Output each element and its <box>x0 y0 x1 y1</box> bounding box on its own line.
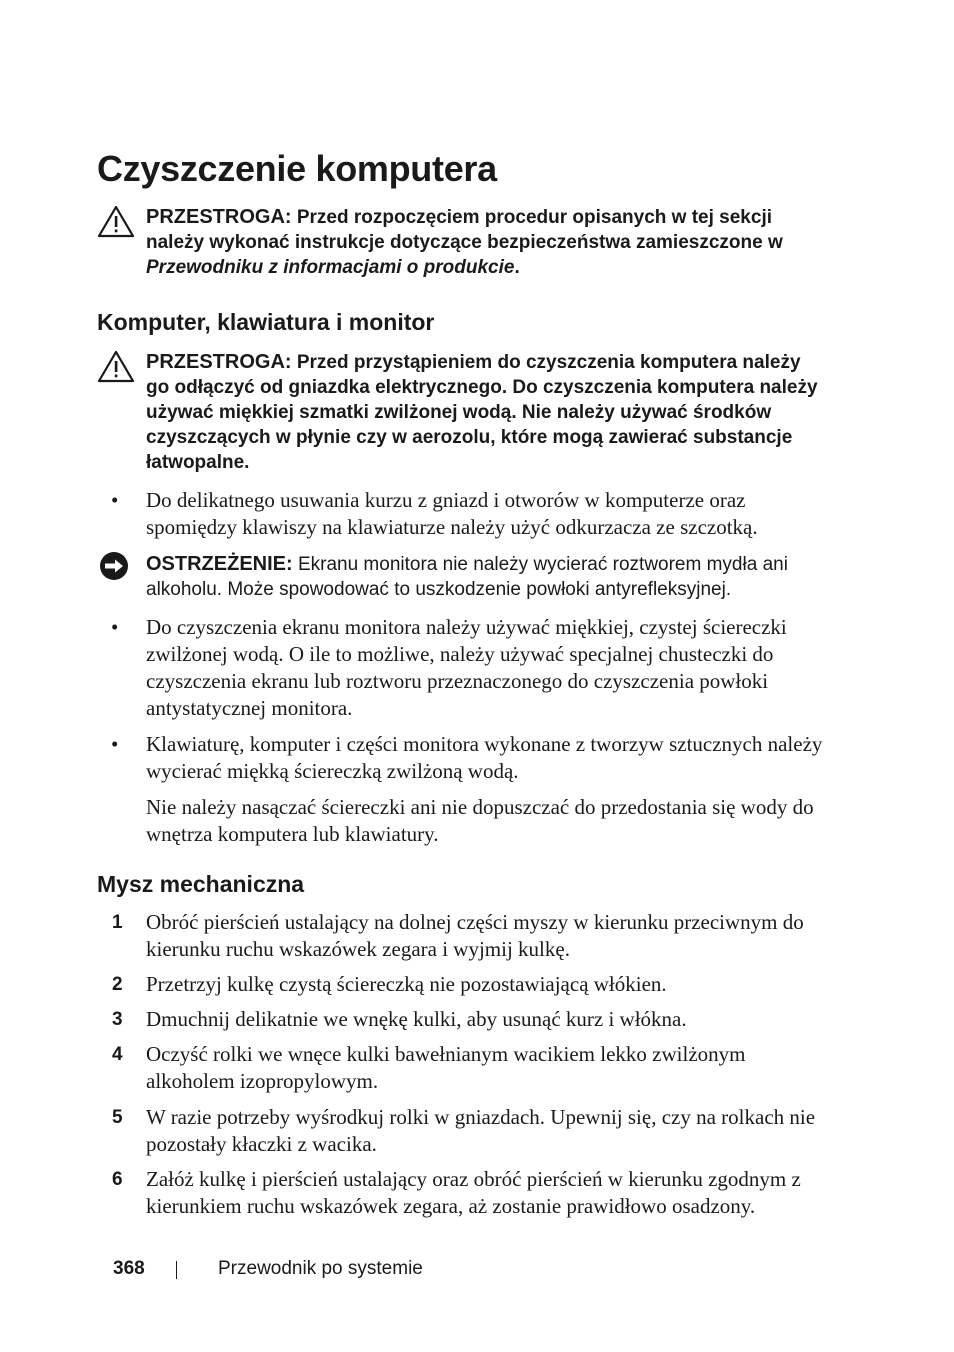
caution-text <box>146 205 827 280</box>
section-heading-mouse: Mysz mechaniczna <box>97 871 305 897</box>
step-item <box>97 1166 827 1220</box>
step-text: W razie potrzeby wyśrodkuj rolki w gniazdach. Upewnij się, czy na rolkach nie pozostały kłaczki z wacika. <box>146 1105 816 1156</box>
paragraph: Nie należy nasączać ściereczki ani nie dopuszczać do przedostania się wody do wnętrza komputera lub klawiatury. <box>146 795 814 846</box>
list-item-text: Klawiaturę, komputer i części monitora wykonane z tworzyw sztucznych należy wycierać miękką ściereczką zwilżoną wodą. <box>146 732 823 783</box>
notice-text <box>146 552 827 602</box>
list-item-text: Do delikatnego usuwania kurzu z gniazd i otworów w komputerze oraz spomiędzy klawiszy na klawiaturze należy użyć odkurzacza ze szczotką. <box>146 488 758 539</box>
list-item-text: Do czyszczenia ekranu monitora należy używać miękkiej, czystej ściereczki zwilżonej wodą. O ile to możliwe, należy używać specjalnej chusteczki do czyszczenia ekranu lub roztworu przeznaczonego do czyszczenia powłoki antystatycznej monitora. <box>146 615 787 720</box>
bullet-marker: • <box>111 488 119 512</box>
list-item <box>97 487 827 541</box>
step-text: Dmuchnij delikatnie we wnękę kulki, aby usunąć kurz i włókna. <box>146 1007 687 1031</box>
caution-period: . <box>514 257 520 278</box>
step-number: 5 <box>112 1107 123 1128</box>
step-item <box>97 1104 827 1158</box>
page-title: Czyszczenie komputera <box>97 148 497 189</box>
notice-body: Ekranu monitora nie należy wycierać roztworem mydła ani alkoholu. Może spowodować to uszkodzenie powłoki antyrefleksyjnej. <box>146 554 788 600</box>
list-item <box>97 614 827 722</box>
caution-text <box>146 350 827 475</box>
warning-triangle-icon <box>97 350 135 384</box>
notice-circle-icon <box>97 552 135 586</box>
list-item <box>97 731 827 785</box>
caution-body: Przed przystąpieniem do czyszczenia komputera należy go odłączyć od gniazdka elektrycznego. Do czyszczenia komputera należy używać miękkiej szmatki zwilżonej wodą. Nie należy używać środków czyszczących w płynie czy w aerozolu, które mogą zawierać substancje łatwopalne. <box>146 352 818 473</box>
step-item <box>97 1041 827 1095</box>
notice-label: OSTRZEŻENIE: <box>146 553 293 575</box>
step-number: 2 <box>112 974 123 995</box>
caution-note <box>97 350 827 475</box>
caution-note <box>97 205 827 280</box>
footer-title: Przewodnik po systemie <box>218 1258 423 1279</box>
step-item <box>97 971 827 998</box>
footer-divider <box>176 1261 177 1279</box>
bullet-marker: • <box>111 732 119 756</box>
step-number: 4 <box>112 1044 123 1065</box>
caution-label: PRZESTROGA: <box>146 206 292 228</box>
step-number: 1 <box>112 912 123 933</box>
caution-label: PRZESTROGA: <box>146 351 292 373</box>
step-number: 3 <box>112 1009 123 1030</box>
step-item <box>97 1006 827 1033</box>
step-text: Załóż kulkę i pierścień ustalający oraz obróć pierścień w kierunku zgodnym z kierunkiem ruchu wskazówek zegara, aż zostanie prawidłowo osadzony. <box>146 1167 801 1218</box>
caution-book-reference: Przewodniku z informacjami o produkcie <box>146 257 515 278</box>
section-heading-computer: Komputer, klawiatura i monitor <box>97 309 435 335</box>
step-text: Obróć pierścień ustalający na dolnej części myszy w kierunku przeciwnym do kierunku ruchu wskazówek zegara i wyjmij kulkę. <box>146 910 804 961</box>
bullet-marker: • <box>111 615 119 639</box>
notice-note <box>97 552 827 602</box>
warning-triangle-icon <box>97 205 135 239</box>
step-number: 6 <box>112 1169 123 1190</box>
step-item <box>97 909 827 963</box>
step-text: Przetrzyj kulkę czystą ściereczką nie pozostawiającą włókien. <box>146 972 667 996</box>
page-number: 368 <box>113 1258 145 1279</box>
caution-body: Przed rozpoczęciem procedur opisanych w tej sekcji należy wykonać instrukcje dotyczące bezpieczeństwa zamieszczone w <box>146 207 783 253</box>
page-footer <box>0 1258 954 1284</box>
step-text: Oczyść rolki we wnęce kulki bawełnianym wacikiem lekko zwilżonym alkoholem izopropylowym. <box>146 1042 746 1093</box>
